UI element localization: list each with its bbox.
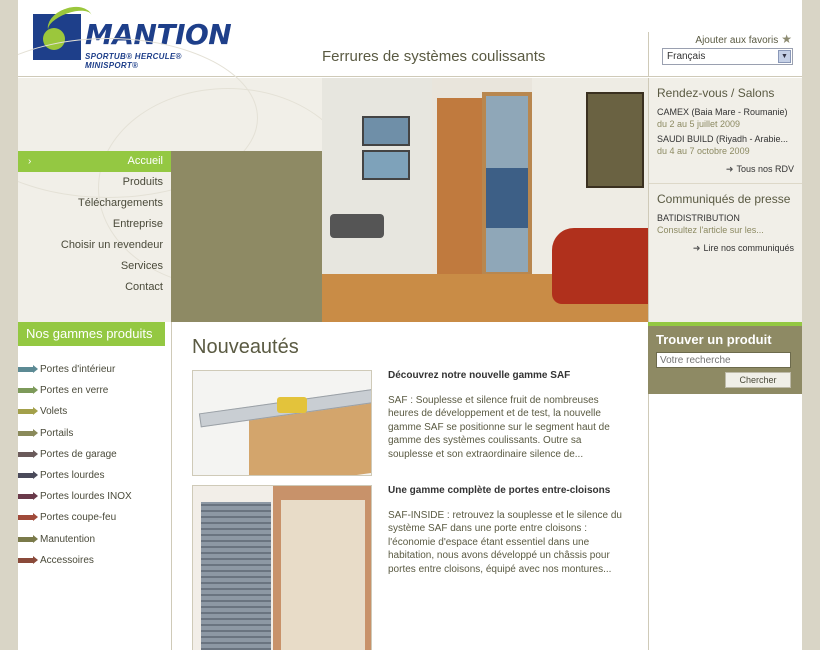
range-label: Accessoires bbox=[40, 554, 94, 566]
nav-item-revendeur[interactable] bbox=[18, 235, 171, 256]
range-item[interactable] bbox=[18, 359, 171, 380]
arrow-right-icon: ➜ bbox=[692, 243, 701, 253]
range-label: Manutention bbox=[40, 533, 96, 545]
press-text: Consultez l'article sur les... bbox=[657, 225, 764, 235]
arrow-tag-icon bbox=[18, 558, 34, 563]
nav-item-telechargements[interactable] bbox=[18, 193, 171, 214]
range-label: Portes lourdes INOX bbox=[40, 491, 132, 503]
news-item bbox=[192, 485, 632, 650]
product-ranges bbox=[18, 322, 171, 650]
press-item[interactable] bbox=[649, 210, 802, 237]
range-label: Portes coupe-feu bbox=[40, 512, 117, 524]
event-item[interactable] bbox=[649, 131, 802, 158]
event-item[interactable] bbox=[649, 104, 802, 131]
nav-label: Téléchargements bbox=[78, 197, 163, 209]
arrow-tag-icon bbox=[18, 431, 34, 436]
arrow-tag-icon bbox=[18, 367, 34, 372]
arrow-tag-icon bbox=[18, 515, 34, 520]
language-value: Français bbox=[667, 51, 706, 62]
right-column-filler bbox=[648, 394, 802, 650]
arrow-tag-icon bbox=[18, 494, 34, 499]
range-item[interactable] bbox=[18, 550, 171, 571]
all-events-label: Tous nos RDV bbox=[736, 164, 794, 174]
chevron-right-icon: › bbox=[28, 156, 32, 167]
range-item[interactable] bbox=[18, 486, 171, 507]
all-events-link[interactable] bbox=[649, 158, 802, 179]
range-item[interactable] bbox=[18, 401, 171, 422]
news-title[interactable]: Une gamme complète de portes entre-cloisons bbox=[388, 485, 611, 496]
language-select[interactable] bbox=[662, 48, 793, 65]
range-item[interactable] bbox=[18, 444, 171, 465]
all-press-label: Lire nos communiqués bbox=[703, 243, 794, 253]
product-ranges-title bbox=[18, 322, 171, 346]
range-label: Portes en verre bbox=[40, 385, 109, 397]
page bbox=[18, 0, 802, 650]
press-title: Communiqués de presse bbox=[657, 192, 791, 206]
news-text: SAF-INSIDE : retrouvez la souplesse et le silence du système SAF dans une porte entre cloisons : l'économie d'espace étant essentiel dans une habitation, nous avons développé un châssis pour portes entre cloisons, équipé avec nos montures... bbox=[388, 510, 622, 575]
event-name: CAMEX (Baia Mare - Roumanie) bbox=[657, 107, 788, 117]
search-input[interactable] bbox=[656, 352, 791, 368]
main-nav bbox=[18, 151, 171, 298]
arrow-tag-icon bbox=[18, 473, 34, 478]
press-name: BATIDISTRIBUTION bbox=[657, 213, 740, 223]
product-finder-title: Trouver un produit bbox=[656, 332, 772, 347]
range-label: Portes d'intérieur bbox=[40, 364, 116, 375]
nav-label: Produits bbox=[122, 176, 163, 188]
page-tagline: Ferrures de systèmes coulissants bbox=[322, 48, 546, 65]
news-text: SAF : Souplesse et silence fruit de nombreuses heures de développement et de test, la nouvelle gamme SAF se positionne sur le segment haut de gamme des systèmes coulissants. Outre sa souplesse et son extraordinaire silence de... bbox=[388, 395, 610, 460]
nav-label: Accueil bbox=[127, 155, 163, 167]
nav-item-services[interactable] bbox=[18, 256, 171, 277]
event-date: du 2 au 5 juillet 2009 bbox=[657, 119, 741, 129]
nav-item-entreprise[interactable] bbox=[18, 214, 171, 235]
hero-photo bbox=[322, 78, 649, 322]
event-name: SAUDI BUILD (Riyadh - Arabie... bbox=[657, 134, 789, 144]
nav-label: Services bbox=[120, 260, 163, 272]
main-content bbox=[171, 322, 648, 650]
news-item bbox=[192, 370, 632, 476]
add-favorites-link[interactable] bbox=[695, 32, 792, 46]
range-label: Portes lourdes bbox=[40, 469, 105, 481]
range-item[interactable] bbox=[18, 529, 171, 550]
arrow-tag-icon bbox=[18, 388, 34, 393]
arrow-tag-icon bbox=[18, 452, 34, 457]
nav-item-produits[interactable] bbox=[18, 172, 171, 193]
arrow-right-icon: ➜ bbox=[725, 164, 734, 174]
arrow-tag-icon bbox=[18, 537, 34, 542]
search-button[interactable]: Chercher bbox=[725, 372, 791, 388]
events-title: Rendez-vous / Salons bbox=[657, 86, 775, 100]
arrow-tag-icon bbox=[18, 409, 34, 414]
product-ranges-list bbox=[18, 359, 171, 571]
nav-label: Entreprise bbox=[112, 218, 163, 230]
product-ranges-label: Nos gammes produits bbox=[26, 326, 153, 341]
news-thumbnail[interactable] bbox=[192, 370, 372, 476]
nav-label: Choisir un revendeur bbox=[60, 239, 163, 251]
nav-label: Contact bbox=[125, 281, 163, 293]
range-label: Volets bbox=[40, 406, 68, 418]
range-item[interactable] bbox=[18, 507, 171, 528]
range-label: Portes de garage bbox=[40, 448, 117, 460]
event-date: du 4 au 7 octobre 2009 bbox=[657, 146, 750, 156]
chevron-down-icon[interactable]: ▼ bbox=[778, 50, 791, 63]
sub-brands: SPORTUB® HERCULE® MINISPORT® bbox=[85, 52, 182, 70]
all-press-link[interactable] bbox=[649, 237, 802, 258]
brand-name: MANTION bbox=[85, 18, 232, 51]
nav-item-accueil[interactable] bbox=[18, 151, 171, 172]
nav-item-contact[interactable] bbox=[18, 277, 171, 298]
section-title: Nouveautés bbox=[192, 336, 299, 358]
news-thumbnail[interactable] bbox=[192, 485, 372, 650]
star-icon: ★ bbox=[781, 32, 792, 46]
range-item[interactable] bbox=[18, 423, 171, 444]
banner-olive-block bbox=[171, 151, 322, 322]
product-finder bbox=[648, 322, 802, 394]
range-label: Portails bbox=[40, 427, 74, 439]
add-favorites-label: Ajouter aux favoris bbox=[695, 35, 779, 46]
header-tools bbox=[648, 32, 802, 77]
news-title[interactable]: Découvrez notre nouvelle gamme SAF bbox=[388, 370, 571, 381]
range-item[interactable] bbox=[18, 380, 171, 401]
range-item[interactable] bbox=[18, 465, 171, 486]
right-sidebar bbox=[648, 78, 802, 322]
